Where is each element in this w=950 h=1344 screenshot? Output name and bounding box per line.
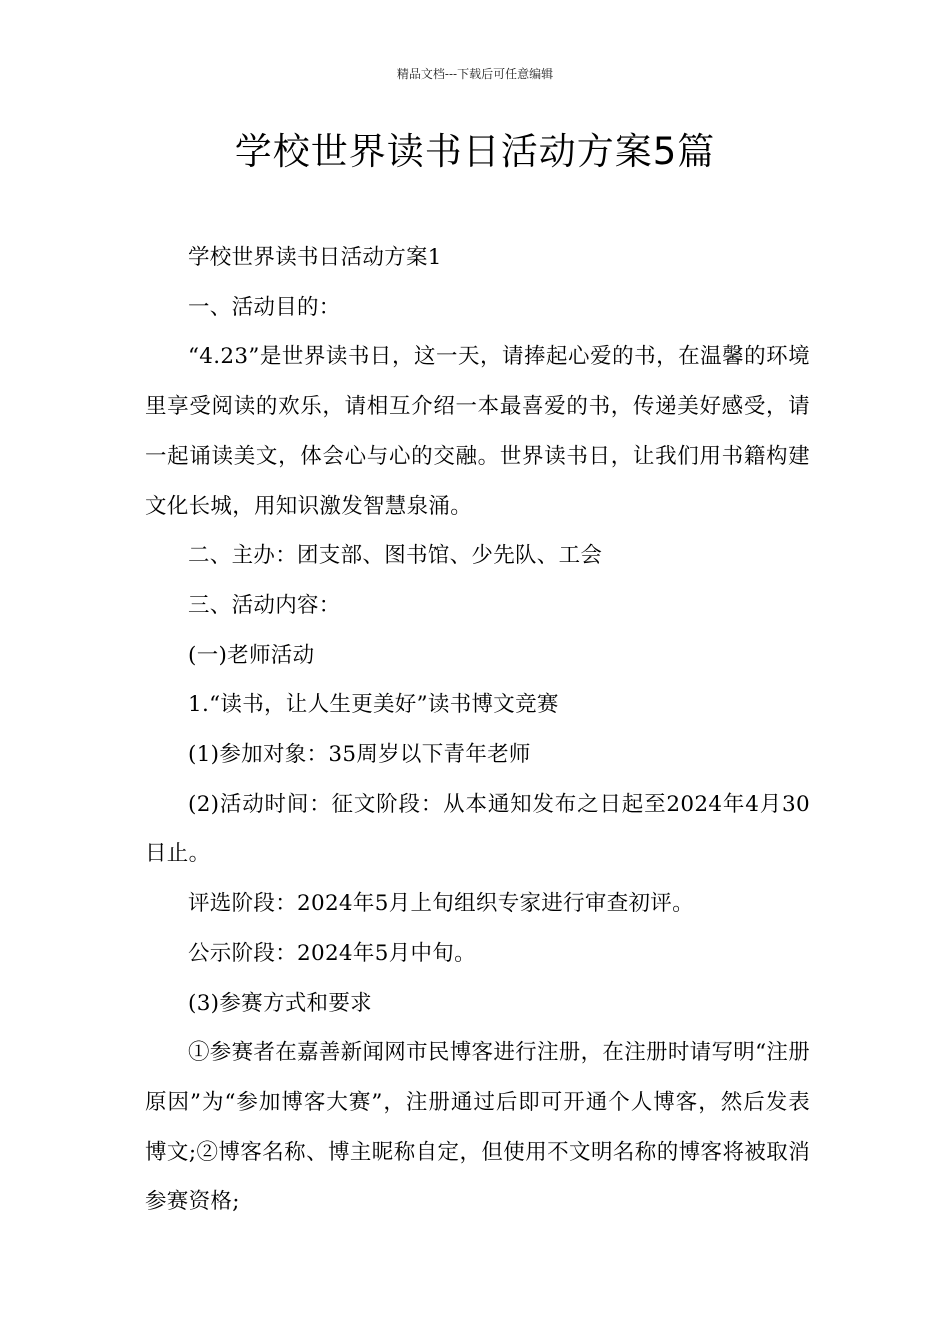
paragraph-section-purpose: 一、活动目的： <box>188 294 341 320</box>
paragraph-purpose-body: “4.23”是世界读书日，这一天，请捧起心爱的书，在温馨的环境里享受阅读的欢乐，请相互介绍一本最喜爱的书，传递美好感受，请一起诵读美文，体会心与心的交融。世界读书日，让我们用书籍构建文化长城，用知识激发智慧泉涌。 <box>145 344 810 519</box>
paragraph-section-content: 三、活动内容： <box>188 592 341 618</box>
paragraph-plan-heading: 学校世界读书日活动方案1 <box>188 245 442 270</box>
paragraph-entry-details: ①参赛者在嘉善新闻网市民博客进行注册，在注册时请写明“注册原因”为“参加博客大赛”，注册通过后即可开通个人博客，然后发表博文;②博客名称、博主昵称自定，但使用不文明名称的博客将被取消参赛资格; <box>145 1040 810 1215</box>
document-title: 学校世界读书日活动方案5篇 <box>234 130 716 173</box>
paragraph-activity-time: (2)活动时间：征文阶段：从本通知发布之日起至2024年4月30日止。 <box>145 791 810 867</box>
paragraph-selection-stage: 评选阶段：2024年5月上旬组织专家进行审查初评。 <box>188 891 694 917</box>
header-note: 精品文档---下载后可任意编辑 <box>396 67 554 81</box>
paragraph-publicity-stage: 公示阶段：2024年5月中旬。 <box>188 940 476 966</box>
paragraph-blog-contest: 1.“读书，让人生更美好”读书博文竞赛 <box>188 692 559 718</box>
document-body <box>145 233 810 1227</box>
paragraph-entry-requirements: (3)参赛方式和要求 <box>188 990 372 1016</box>
paragraph-organizers: 二、主办：团支部、图书馆、少先队、工会 <box>188 543 603 569</box>
paragraph-participants: (1)参加对象：35周岁以下青年老师 <box>188 742 531 768</box>
paragraph-teacher-activities: (一)老师活动 <box>188 642 315 668</box>
